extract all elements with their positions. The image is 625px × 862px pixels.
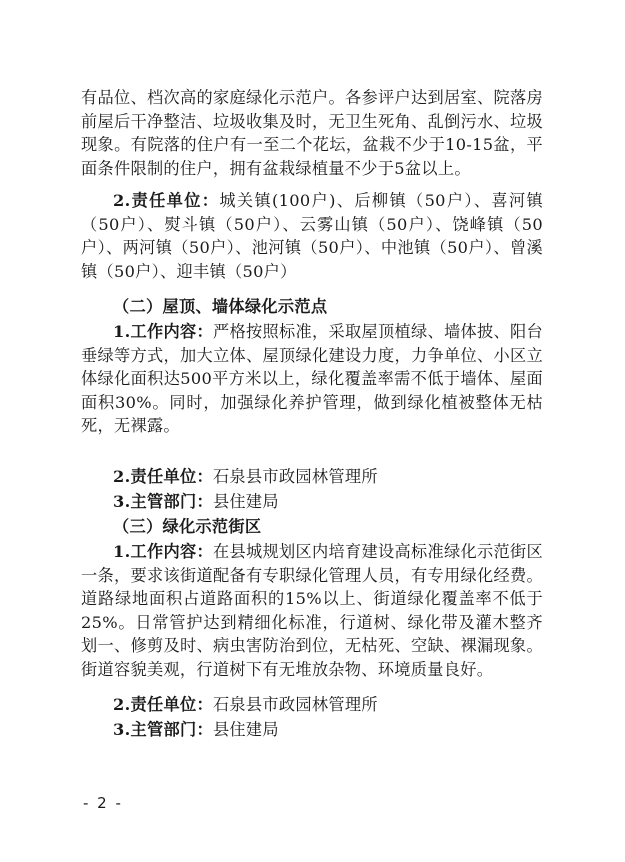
responsible-unit-label: 2.责任单位： — [113, 695, 213, 714]
work-content-label: 1.工作内容： — [113, 542, 214, 561]
responsible-unit-text: 石泉县市政园林管理所 — [212, 467, 378, 486]
section3-supervising-dept — [81, 718, 543, 742]
page-number: - 2 - — [83, 794, 123, 812]
work-content-text: 在县城规划区内培育建设高标准绿化示范街区一条，要求该街道配备有专职绿化管理人员，有专用绿化经费。道路绿地面积占道路面积的15%以上、街道绿化覆盖率不低于25%。日常管护达到精细化标准，行道树、绿化带及灌木整齐划一、修剪及时、病虫害防治到位，无枯死、空缺、裸漏现象。街道容貌美观，行道树下有无堆放杂物、环境质量良好。 — [81, 542, 544, 679]
section2-responsible-unit — [81, 465, 543, 489]
responsible-unit-label: 2.责任单位： — [113, 467, 213, 486]
section3-responsible-unit — [81, 693, 543, 717]
supervising-dept-label: 3.主管部门： — [113, 492, 213, 511]
work-content-text: 严格按照标准，采取屋顶植绿、墙体披、阳台垂绿等方式，加大立体、屋顶绿化建设力度，力争单位、小区立体绿化面积达500平方米以上，绿化覆盖率需不低于墙体、屋面面积30%。同时，加强绿化养护管理，做到绿化植被整体无枯死，无裸露。 — [81, 322, 544, 436]
responsible-units-label: 2.责任单位： — [113, 191, 220, 210]
section2-supervising-dept — [81, 490, 543, 514]
supervising-dept-text: 县住建局 — [212, 720, 279, 739]
responsible-units-text: 城关镇(100户)、后柳镇（50户）、喜河镇（50户）、熨斗镇（50户）、云雾山镇（50户）、饶峰镇（50户）、两河镇（50户）、池河镇（50户）、中池镇（50户）、曾溪镇（50户）、迎丰镇（50户） — [81, 191, 544, 281]
section2-work-content — [81, 320, 543, 438]
work-content-label: 1.工作内容： — [113, 322, 214, 341]
section3-work-content — [81, 540, 543, 682]
supervising-dept-text: 县住建局 — [212, 492, 279, 511]
section2-heading: （二）屋顶、墙体绿化示范点 — [113, 297, 328, 316]
section3-heading: （三）绿化示范街区 — [113, 517, 262, 536]
item1-responsible-units — [81, 189, 543, 283]
supervising-dept-label: 3.主管部门： — [113, 720, 213, 739]
responsible-unit-text: 石泉县市政园林管理所 — [212, 695, 378, 714]
paragraph-text: 有品位、档次高的家庭绿化示范户。各参评户达到居室、院落房前屋后干净整洁、垃圾收集及时，无卫生死角、乱倒污水、垃圾现象。有院落的住户有一至二个花坛，盆栽不少于10-15盆，平面条件限制的住户，拥有盆栽绿植量不少于5盆以上。 — [81, 88, 543, 178]
continued-paragraph — [81, 86, 543, 180]
